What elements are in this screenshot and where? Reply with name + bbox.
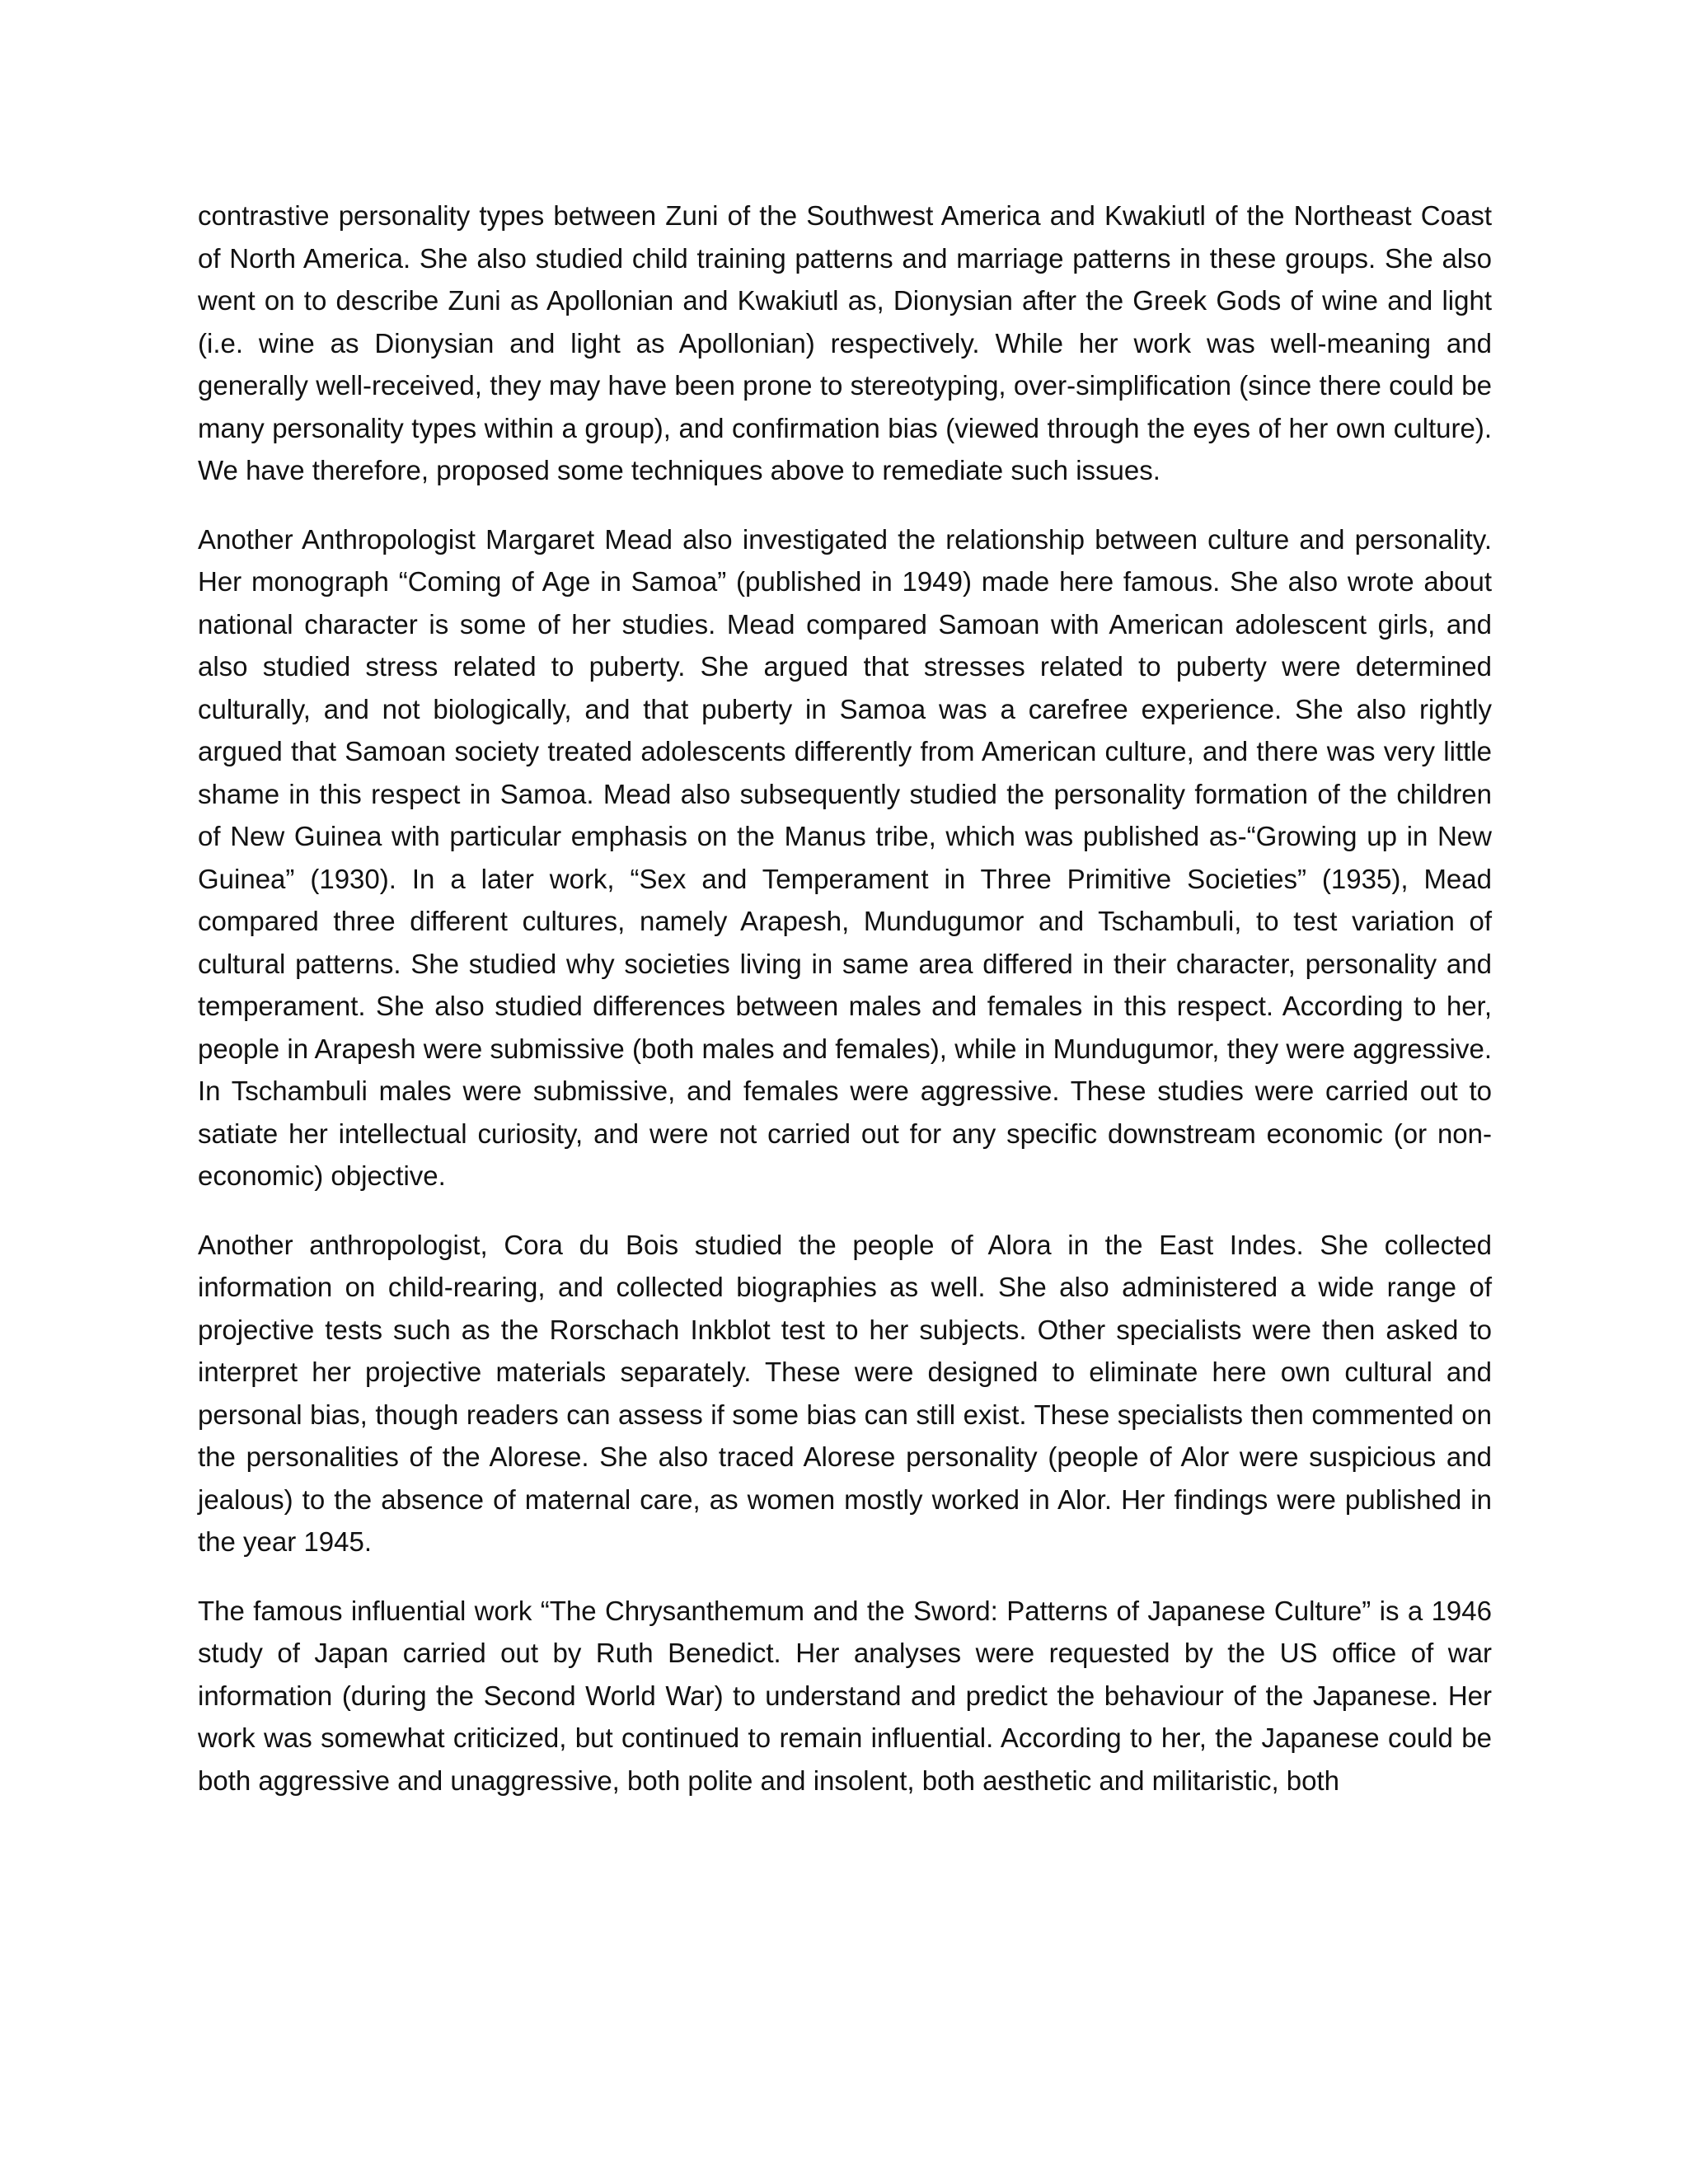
paragraph-margaret-mead: Another Anthropologist Margaret Mead also investigated the relationship between culture and personality. Her monograph “Coming of Age in Samoa” (published in 1949) made here famous. She also wrote about national character is some of her studies. Mead compared Samoan with American adolescent girls, and also studied stress related to puberty. She argued that stresses related to puberty were determined culturally, and not biologically, and that puberty in Samoa was a carefree experience. She also rightly argued that Samoan society treated adolescents differently from American culture, and there was very little shame in this respect in Samoa. Mead also subsequently studied the personality formation of the children of New Guinea with particular emphasis on the Manus tribe, which was published as-“Growing up in New Guinea” (1930). In a later work, “Sex and Temperament in Three Primitive Societies” (1935), Mead compared three different cultures, namely Arapesh, Mundugumor and Tschambuli, to test variation of cultural patterns. She studied why societies living in same area differed in their character, personality and temperament. She also studied differences between males and females in this respect. According to her, people in Arapesh were submissive (both males and females), while in Mundugumor, they were aggressive. In Tschambuli males were submissive, and females were aggressive. These studies were carried out to satiate her intellectual curiosity, and were not carried out for any specific downstream economic (or non-economic) objective. [198,523,1492,1191]
paragraph-benedict-zuni-kwakiutl: contrastive personality types between Zuni of the Southwest America and Kwakiutl of the Northeast Coast of North America. She also studied child training patterns and marriage patterns in these groups. She also went on to describe Zuni as Apollonian and Kwakiutl as, Dionysian after the Greek Gods of wine and light (i.e. wine as Dionysian and light as Apollonian) respectively. While her work was well-meaning and generally well-received, they may have been prone to stereotyping, over-simplification (since there could be many personality types within a group), and confirmation bias (viewed through the eyes of her own culture). We have therefore, proposed some techniques above to remediate such issues. [198,200,1492,485]
body-text [198,194,1492,1828]
paragraph-cora-du-bois: Another anthropologist, Cora du Bois studied the people of Alora in the East Indes. She collected information on child-rearing, and collected biographies as well. She also administered a wide range of projective tests such as the Rorschach Inkblot test to her subjects. Other specialists were then asked to interpret her projective materials separately. These were designed to eliminate here own cultural and personal bias, though readers can assess if some bias can still exist. These specialists then commented on the personalities of the Alorese. She also traced Alorese personality (people of Alor were suspicious and jealous) to the absence of maternal care, as women mostly worked in Alor. Her findings were published in the year 1945. [198,1229,1492,1557]
paragraph-chrysanthemum-and-sword: The famous influential work “The Chrysanthemum and the Sword: Patterns of Japanese Culture” is a 1946 study of Japan carried out by Ruth Benedict. Her analyses were requested by the US office of war information (during the Second World War) to understand and predict the behaviour of the Japanese. Her work was somewhat criticized, but continued to remain influential. According to her, the Japanese could be both aggressive and unaggressive, both polite and insolent, both aesthetic and militaristic, both [198,1595,1492,1796]
